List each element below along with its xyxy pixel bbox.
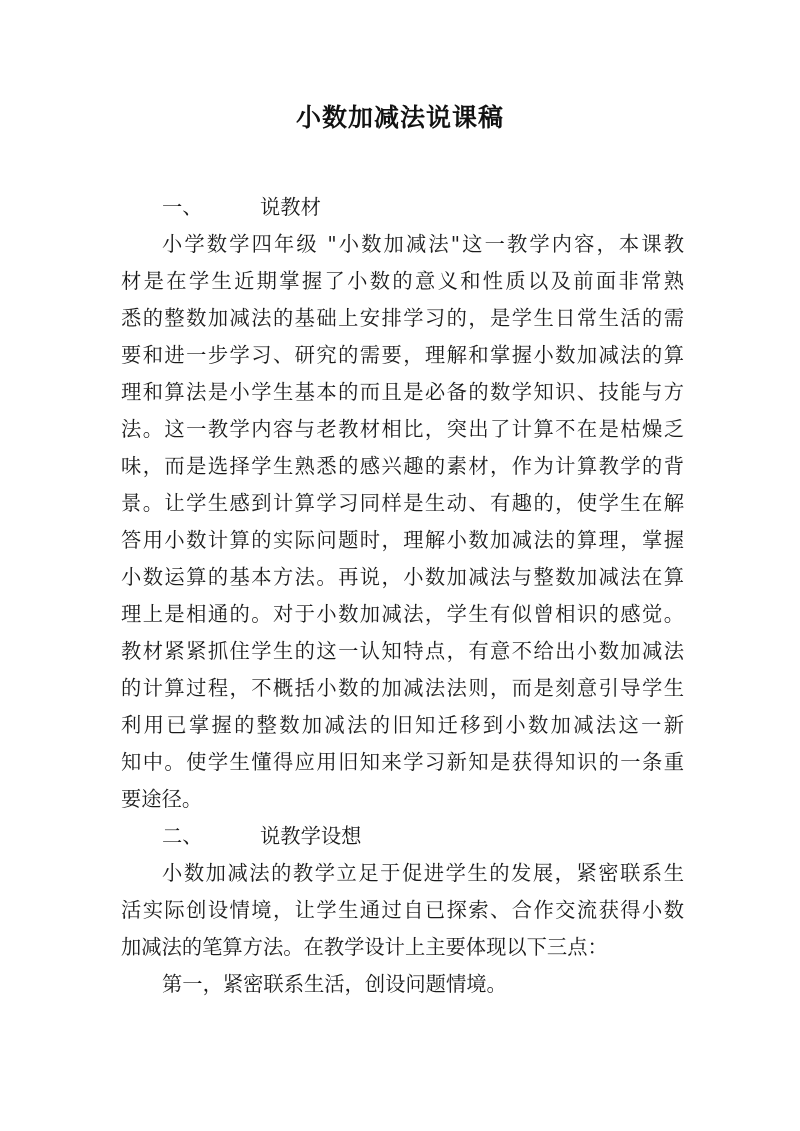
paragraph-line: 活实际创设情境，让学生通过自已探索、合作交流获得小数 [121,898,684,922]
paragraph-line: 味，而是选择学生熟悉的感兴趣的素材，作为计算教学的背 [121,454,684,478]
paragraph-line: 答用小数计算的实际问题时，理解小数加减法的算理，掌握 [121,528,684,552]
section-heading-text: 说教材 [260,195,321,219]
paragraph-line: 知中。使学生懂得应用旧知来学习新知是获得知识的一条重 [121,750,684,774]
section-heading-2 [162,821,361,851]
section-number: 一、 [162,195,203,219]
section-number: 二、 [162,824,203,848]
paragraph-line: 小学数学四年级 "小数加减法"这一教学内容，本课教 [162,232,684,256]
section-heading-1 [162,192,321,222]
paragraph-line: 第一，紧密联系生活，创设问题情境。 [162,972,507,996]
paragraph-line: 小数加减法的教学立足于促进学生的发展，紧密联系生 [162,861,684,885]
paragraph-line: 要途径。 [121,787,203,811]
paragraph-line: 加减法的笔算方法。在教学设计上主要体现以下三点： [121,935,608,959]
paragraph-line: 理上是相通的。对于小数加减法，学生有似曾相识的感觉。 [121,602,684,626]
paragraph-line: 要和进一步学习、研究的需要，理解和掌握小数加减法的算 [121,343,684,367]
paragraph-line: 材是在学生近期掌握了小数的意义和性质以及前面非常熟 [121,269,684,293]
paragraph-line: 法。这一教学内容与老教材相比，突出了计算不在是枯燥乏 [121,417,684,441]
document-title: 小数加减法说课稿 [295,103,504,132]
section-heading-text: 说教学设想 [260,824,362,848]
paragraph-line: 景。让学生感到计算学习同样是生动、有趣的，使学生在解 [121,491,684,515]
paragraph-line: 小数运算的基本方法。再说，小数加减法与整数加减法在算 [121,565,684,589]
paragraph-line: 的计算过程，不概括小数的加减法法则，而是刻意引导学生 [121,676,684,700]
paragraph-line: 悉的整数加减法的基础上安排学习的，是学生日常生活的需 [121,306,684,330]
paragraph-line: 理和算法是小学生基本的而且是必备的数学知识、技能与方 [121,380,684,404]
paragraph-line: 利用已掌握的整数加减法的旧知迁移到小数加减法这一新 [121,713,684,737]
paragraph-line: 教材紧紧抓住学生的这一认知特点，有意不给出小数加减法 [121,639,684,663]
